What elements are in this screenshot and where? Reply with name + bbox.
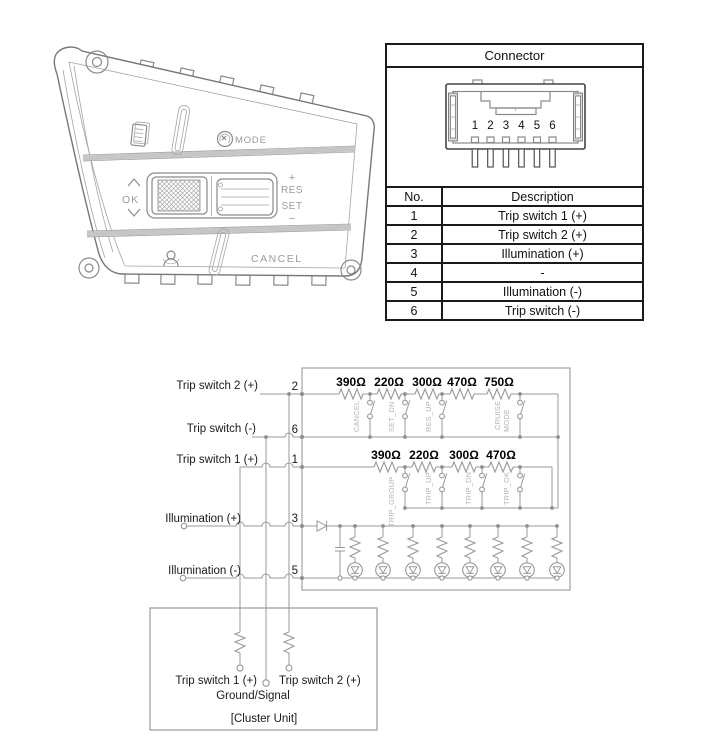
steering-remote-illustration	[25, 40, 375, 340]
res-up-switch	[440, 394, 447, 437]
cluster-unit-label: [Cluster Unit]	[230, 713, 298, 725]
switch-label: SET_DN	[387, 401, 396, 432]
connector-panel	[385, 43, 644, 321]
table-header-row	[387, 188, 642, 207]
pin-label: Illumination (+)	[165, 513, 241, 525]
illumination-led	[435, 524, 450, 580]
minus-label: −	[288, 213, 296, 225]
pin-number: 6	[291, 424, 298, 436]
trip-group-switch	[403, 467, 410, 508]
trip2-resistor-ladder	[336, 375, 525, 437]
resistor-value: 390Ω	[336, 375, 366, 389]
connector-diagram	[387, 68, 642, 188]
res-label: RES	[280, 185, 304, 196]
cancel-label: CANCEL	[251, 253, 303, 265]
cancel-switch	[368, 394, 375, 437]
illumination-led	[491, 524, 506, 580]
switch-label: TRIP_GROUP	[387, 476, 396, 527]
circuit-pin-numbers	[292, 381, 298, 577]
housing-outline	[54, 47, 374, 276]
trip-up-switch	[440, 467, 447, 508]
table-row: 5 Illumination (-)	[387, 283, 642, 302]
pin-label: Trip switch 1 (+)	[176, 454, 258, 466]
pin-label: Illumination (-)	[168, 565, 241, 577]
illumination-led	[376, 524, 391, 580]
cluster-terminal-label: Ground/Signal	[216, 690, 290, 702]
illumination-led	[406, 524, 421, 580]
switch-label: MODE	[502, 408, 511, 432]
illumination-led	[348, 524, 363, 580]
pin-number: 4	[518, 120, 525, 132]
connector-body	[446, 84, 585, 149]
trip1-resistor-ladder	[371, 448, 525, 527]
pin-number: 2	[291, 381, 298, 393]
table-row: 2 Trip switch 2 (+)	[387, 226, 642, 245]
set-label: SET	[281, 201, 303, 212]
column-header-no: No.	[387, 188, 443, 205]
pin-number: 3	[291, 513, 298, 525]
switch-label: TRIP_UP	[424, 472, 433, 505]
resistor-value: 470Ω	[447, 375, 477, 389]
table-row: 3 Illumination (+)	[387, 245, 642, 264]
pin-number: 2	[487, 120, 494, 132]
pin-number: 5	[291, 565, 298, 577]
cluster-unit-box	[150, 608, 377, 730]
resistor-value: 390Ω	[371, 448, 401, 462]
illumination-led	[550, 524, 565, 580]
illumination-circuit	[317, 521, 564, 580]
illumination-led	[463, 524, 478, 580]
switch-label: CANCEL	[352, 400, 361, 432]
pin-number: 5	[533, 120, 541, 132]
circuit-pin-labels	[165, 380, 258, 577]
table-row: 1 Trip switch 1 (+)	[387, 207, 642, 226]
switch-label: TRIP_OK	[502, 471, 511, 505]
table-row: 4 -	[387, 264, 642, 283]
column-header-desc: Description	[511, 189, 574, 204]
connector-table-title: Connector	[387, 45, 642, 68]
capacitor-icon	[335, 526, 345, 580]
circuit-diagram	[140, 355, 600, 753]
switch-unit-box	[302, 368, 570, 590]
connector-legs	[472, 149, 555, 167]
set-dn-switch	[403, 394, 410, 437]
pin-label: Trip switch 2 (+)	[176, 380, 258, 392]
table-row: 6 Trip switch (-)	[387, 302, 642, 319]
cluster-terminal-label: Trip switch 1 (+)	[175, 675, 257, 687]
resistor-value: 750Ω	[484, 375, 514, 389]
pin-label: Trip switch (-)	[186, 423, 256, 435]
diode-icon	[317, 521, 327, 531]
resistor-value: 470Ω	[486, 448, 516, 462]
resistor-value: 300Ω	[412, 375, 442, 389]
cruise-mode-switch	[518, 394, 525, 437]
switch-label: RES_UP	[424, 401, 433, 432]
resistor-value: 220Ω	[409, 448, 439, 462]
trip-ok-switch	[518, 467, 525, 508]
resistor-value: 220Ω	[374, 375, 404, 389]
cluster-terminal-label: Trip switch 2 (+)	[279, 675, 361, 687]
mode-label: MODE	[235, 135, 267, 146]
pin-number: 6	[549, 120, 556, 132]
pin-number: 1	[471, 120, 479, 132]
illumination-led	[520, 524, 535, 580]
ok-label: OK	[122, 194, 140, 206]
pin-number: 1	[291, 454, 298, 466]
plus-label: +	[288, 172, 296, 184]
resistor-value: 300Ω	[449, 448, 479, 462]
trip-dn-switch	[480, 467, 487, 508]
switch-label: CRUISE	[493, 400, 502, 430]
junction-dots	[264, 392, 560, 580]
pin-number: 3	[502, 120, 510, 132]
switch-label: TRIP_DN	[464, 471, 473, 505]
